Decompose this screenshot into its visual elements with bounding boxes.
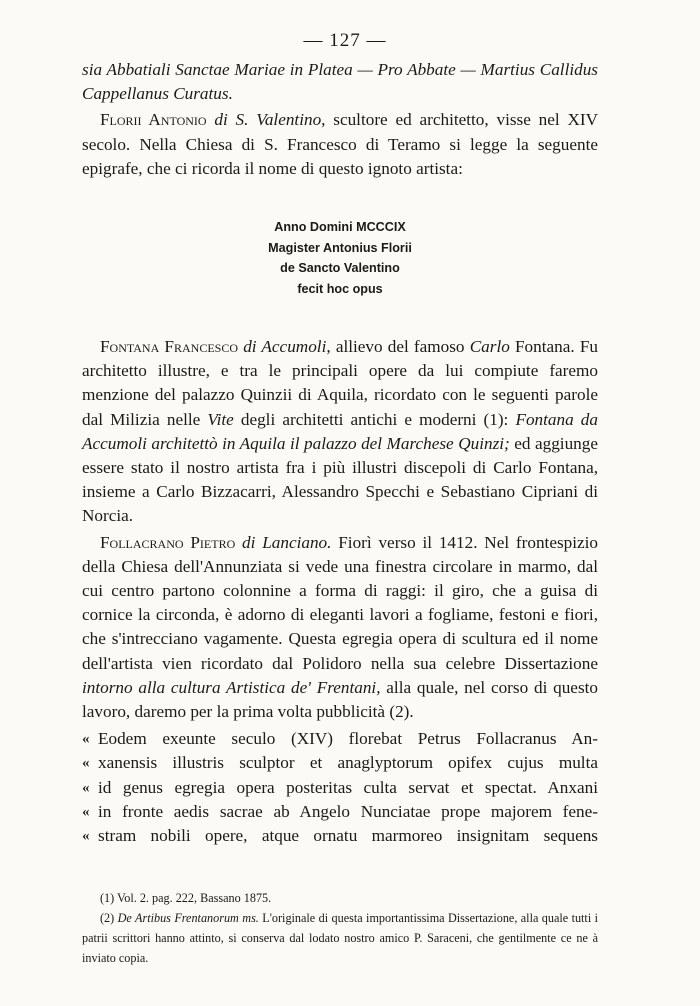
quote-line: « in fronte aedis sacrae ab Angelo Nunciatae prope majorem fene- — [98, 800, 598, 824]
quote-line: « xanensis illustris sculptor et anaglyptorum opifex cujus multa — [98, 751, 598, 775]
entry-text: alla quale, nel corso di questo lavoro, daremo per la prima volta pubblicità (2). — [82, 677, 598, 722]
latin-quote — [82, 727, 598, 848]
continuation-italic: sia Abbatiali Sanctae Mariae in Platea — Pro Abbate — Martius Callidus Cappellanus Curatus. — [82, 60, 598, 104]
footnotes — [82, 888, 598, 968]
page-number: — 127 — — [303, 30, 387, 51]
epigraph-line: Anno Domini MCCCIX — [274, 220, 406, 235]
epigraph-line: fecit hoc opus — [297, 281, 383, 296]
entry-origin: di Lanciano. — [242, 532, 332, 552]
footnote-1: (1) Vol. 2. pag. 222, Bassano 1875. — [100, 891, 272, 906]
entry-text: Fiorì verso il 1412. Nel frontespizio della Chiesa dell'Annunziata si vede una finestra circolare in marmo, dal cui centro partono colonnine a forma di raggi: il giro, che a guisa di cornice la circonda, è adorno di eleganti lavori a fogliame, festoni e fiori, che s'intrecciano vagamente. Questa egregia opera di scultura ed il nome dell'artista vien ricordato dal Polidoro nella sua celebre Dissertazione — [82, 532, 599, 673]
entry-origin: di Accumoli — [243, 337, 327, 357]
quote-line: « stram nobili opere, atque ornatu marmoreo insignitam sequens — [98, 824, 598, 848]
paragraph-continuation — [82, 58, 598, 106]
epigraph — [82, 217, 598, 299]
entry-name: Florii Antonio — [100, 110, 207, 130]
footnote-title: De Artibus Frentanorum ms. — [117, 911, 259, 926]
entry-text: , scultore ed architetto, visse nel XIV secolo. Nella Chiesa di S. Francesco di Teramo si legge la seguente epigrafe, che ci ricorda il nome di questo ignoto artista: — [82, 110, 598, 178]
footnote-2 — [82, 908, 598, 968]
entry-text: degli architetti antichi e moderni (1): — [233, 409, 516, 429]
page — [82, 30, 598, 968]
epigraph-line: Magister Antonius Florii — [268, 240, 412, 255]
epigraph-line: de Sancto Valentino — [280, 261, 400, 276]
quote-line: « id genus egregia opera posteritas culta servat et spectat. Anxani — [98, 776, 598, 800]
italic-carlo: Carlo — [469, 337, 510, 357]
italic-quote: Fontana da Accumoli architettò in Aquila il palazzo del Marchese Quinzi; — [82, 409, 598, 453]
footnote-text: L'originale di questa importantissima Dissertazione, alla quale tutti i patrii scrittori hanno attinto, si conserva dal lodato nostro amico P. Saraceni, che gentilmente ce ne à inviato copia. — [82, 911, 598, 966]
italic-vite: Vite — [207, 409, 234, 429]
paragraph-follacrano — [82, 531, 598, 725]
italic-title: intorno alla cultura Artistica de' Frentani, — [82, 677, 381, 697]
entry-name: Fontana Francesco — [100, 337, 239, 357]
entry-text: Fontana. Fu architetto illustre, e tra le principali opere da lui compiute faremo menzione del palazzo Quinzii di Aquila, ricordato con le seguenti parole dal Milizia nelle — [82, 337, 598, 429]
entry-origin: di S. Valentino — [214, 110, 322, 130]
paragraph-fontana — [82, 335, 598, 529]
entry-text: ed aggiunge essere stato il nostro artista fra i più illustri discepoli di Carlo Fontana, insieme a Carlo Bizzacarri, Alessandro Specchi e Sebastiano Cipriani di Norcia. — [82, 433, 598, 526]
footnote-label: (2) — [100, 911, 118, 926]
paragraph-florii — [82, 108, 598, 181]
entry-name: Follacrano Pietro — [100, 532, 236, 552]
quote-line: « Eodem exeunte seculo (XIV) florebat Petrus Follacranus An- — [98, 727, 598, 751]
entry-text: , allievo del famoso — [326, 337, 470, 357]
